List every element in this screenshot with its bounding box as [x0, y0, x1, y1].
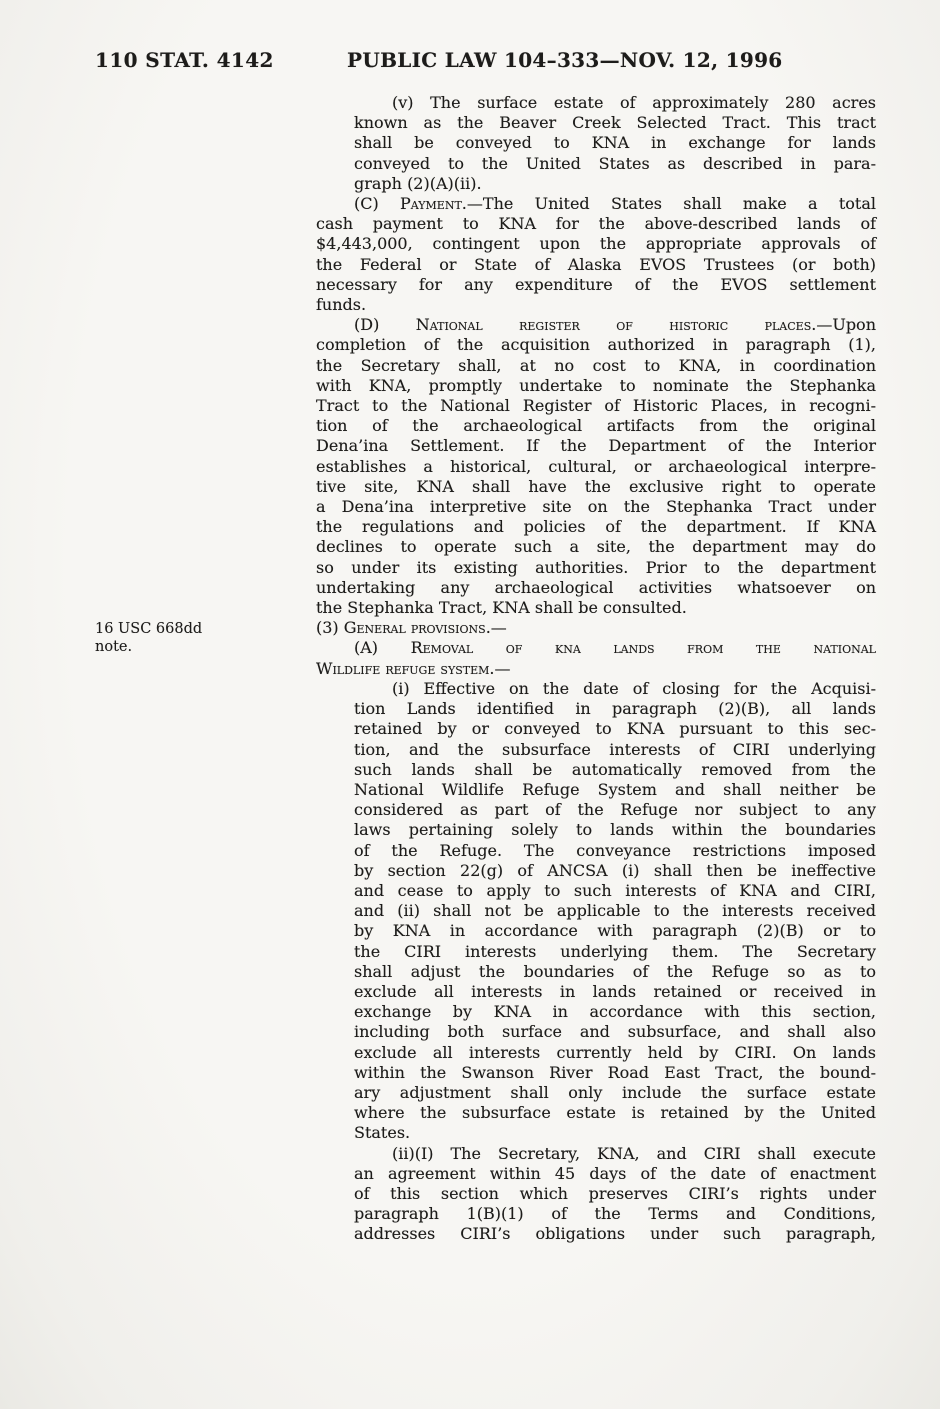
- text-line: shall adjust the boundaries of the Refuge so as to: [354, 961, 876, 981]
- statute-paragraph-clause-v: [354, 93, 876, 194]
- usc-margin-note: [95, 620, 275, 656]
- text-line: such lands shall be automatically removed from the: [354, 759, 876, 779]
- usc-margin-note-line1: 16 USC 668dd: [95, 621, 203, 637]
- text-line: declines to operate such a site, the department may do: [316, 537, 876, 557]
- text-line: exclude all interests in lands retained or received in: [354, 981, 876, 1001]
- text-line: tion, and the subsurface interests of CIRI underlying: [354, 739, 876, 759]
- statute-paragraph-clause-i-effective: [354, 679, 876, 1144]
- usc-margin-note-line2: note.: [95, 639, 133, 655]
- text-line: tion Lands identified in paragraph (2)(B), all lands: [354, 699, 876, 719]
- statute-text: —: [494, 658, 511, 678]
- text-line: the Federal or State of Alaska EVOS Trustees (or both): [316, 254, 876, 274]
- statute-text: —Upon: [816, 315, 876, 335]
- text-line: retained by or conveyed to KNA pursuant to this sec-: [354, 719, 876, 739]
- text-line: [316, 638, 876, 658]
- text-line: exclude all interests currently held by CIRI. On lands: [354, 1042, 876, 1062]
- statute-paragraph-subparagraph-A-removal-heading: [316, 638, 876, 678]
- text-line: States.: [354, 1123, 411, 1143]
- text-line: where the subsurface estate is retained by the United: [354, 1103, 876, 1123]
- text-line: (v) The surface estate of approximately 280 acres: [392, 93, 876, 112]
- small-caps-heading-text: Wildlife refuge system.: [316, 658, 495, 678]
- text-line: [316, 194, 876, 214]
- small-caps-heading-text: National register of historic places.: [415, 315, 817, 335]
- text-line: National Wildlife Refuge System and shall neither be: [354, 779, 876, 799]
- text-line: by section 22(g) of ANCSA (i) shall then be ineffective: [354, 860, 876, 880]
- text-line: [316, 659, 876, 679]
- text-line: including both surface and subsurface, and shall also: [354, 1022, 876, 1042]
- text-line: of the Refuge. The conveyance restrictions imposed: [354, 840, 876, 860]
- text-line: completion of the acquisition authorized in paragraph (1),: [316, 335, 876, 355]
- text-line: and (ii) shall not be applicable to the interests received: [354, 901, 876, 921]
- text-line: an agreement within 45 days of the date of enactment: [354, 1163, 876, 1183]
- text-line: considered as part of the Refuge nor subject to any: [354, 800, 876, 820]
- text-line: undertaking any archaeological activities whatsoever on: [316, 577, 876, 597]
- text-line: the CIRI interests underlying them. The Secretary: [354, 941, 876, 961]
- text-line: exchange by KNA in accordance with this section,: [354, 1002, 876, 1022]
- statute-body: [316, 93, 876, 1245]
- text-line: shall be conveyed to KNA in exchange for lands: [354, 133, 876, 153]
- statute-paragraph-clause-ii-agreement: [354, 1144, 876, 1245]
- text-line: paragraph 1(B)(1) of the Terms and Conditions,: [354, 1204, 876, 1224]
- statute-paragraph-subparagraph-D-national-register: [316, 315, 876, 618]
- statute-text: (A): [354, 638, 411, 658]
- text-line: the regulations and policies of the department. If KNA: [316, 517, 876, 537]
- text-line: the Stephanka Tract, KNA shall be consulted.: [316, 598, 687, 618]
- text-line: ary adjustment shall only include the surface estate: [354, 1082, 876, 1102]
- text-line: (i) Effective on the date of closing for the Acquisi-: [392, 678, 876, 698]
- text-line: cash payment to KNA for the above-described lands of: [316, 214, 876, 234]
- text-line: $4,443,000, contingent upon the appropriate approvals of: [316, 234, 876, 254]
- statute-text: —The United States shall make a total: [466, 194, 876, 214]
- statute-text: (D): [354, 315, 416, 335]
- small-caps-heading-text: Payment.: [400, 194, 467, 214]
- text-line: funds.: [316, 295, 367, 315]
- text-line: a Dena’ina interpretive site on the Stephanka Tract under: [316, 497, 876, 517]
- text-line: and cease to apply to such interests of KNA and CIRI,: [354, 880, 876, 900]
- text-line: so under its existing authorities. Prior to the department: [316, 557, 876, 577]
- text-line: known as the Beaver Creek Selected Tract. This tract: [354, 113, 876, 133]
- text-line: establishes a historical, cultural, or archaeological interpre-: [316, 456, 876, 476]
- statute-text: (3): [316, 618, 344, 638]
- text-line: (ii)(I) The Secretary, KNA, and CIRI shall execute: [392, 1143, 876, 1163]
- text-line: addresses CIRI’s obligations under such paragraph,: [354, 1224, 876, 1244]
- text-line: of this section which preserves CIRI’s rights under: [354, 1183, 876, 1203]
- law-title: PUBLIC LAW 104–333—NOV. 12, 1996: [347, 48, 783, 72]
- text-line: within the Swanson River Road East Tract, the bound-: [354, 1062, 876, 1082]
- text-line: [316, 618, 876, 638]
- text-line: tion of the archaeological artifacts from the original: [316, 416, 876, 436]
- text-line: [316, 315, 876, 335]
- small-caps-heading-text: General provisions.: [343, 618, 491, 638]
- small-caps-heading-text: Removal of kna lands from the national: [410, 638, 876, 658]
- text-line: conveyed to the United States as described in para-: [354, 153, 876, 173]
- text-line: Dena’ina Settlement. If the Department of the Interior: [316, 436, 876, 456]
- text-line: Tract to the National Register of Historic Places, in recogni-: [316, 396, 876, 416]
- text-line: by KNA in accordance with paragraph (2)(B) or to: [354, 921, 876, 941]
- text-line: graph (2)(A)(ii).: [354, 173, 482, 193]
- statute-paragraph-paragraph-3-general-provisions: [316, 618, 876, 638]
- statute-text: (C): [354, 194, 401, 214]
- statute-text: —: [490, 618, 507, 638]
- text-line: the Secretary shall, at no cost to KNA, in coordination: [316, 355, 876, 375]
- stat-page-number: 110 STAT. 4142: [95, 48, 274, 72]
- text-line: with KNA, promptly undertake to nominate the Stephanka: [316, 375, 876, 395]
- statute-paragraph-subparagraph-C-payment: [316, 194, 876, 315]
- text-line: laws pertaining solely to lands within the boundaries: [354, 820, 876, 840]
- text-line: tive site, KNA shall have the exclusive right to operate: [316, 476, 876, 496]
- text-line: necessary for any expenditure of the EVOS settlement: [316, 274, 876, 294]
